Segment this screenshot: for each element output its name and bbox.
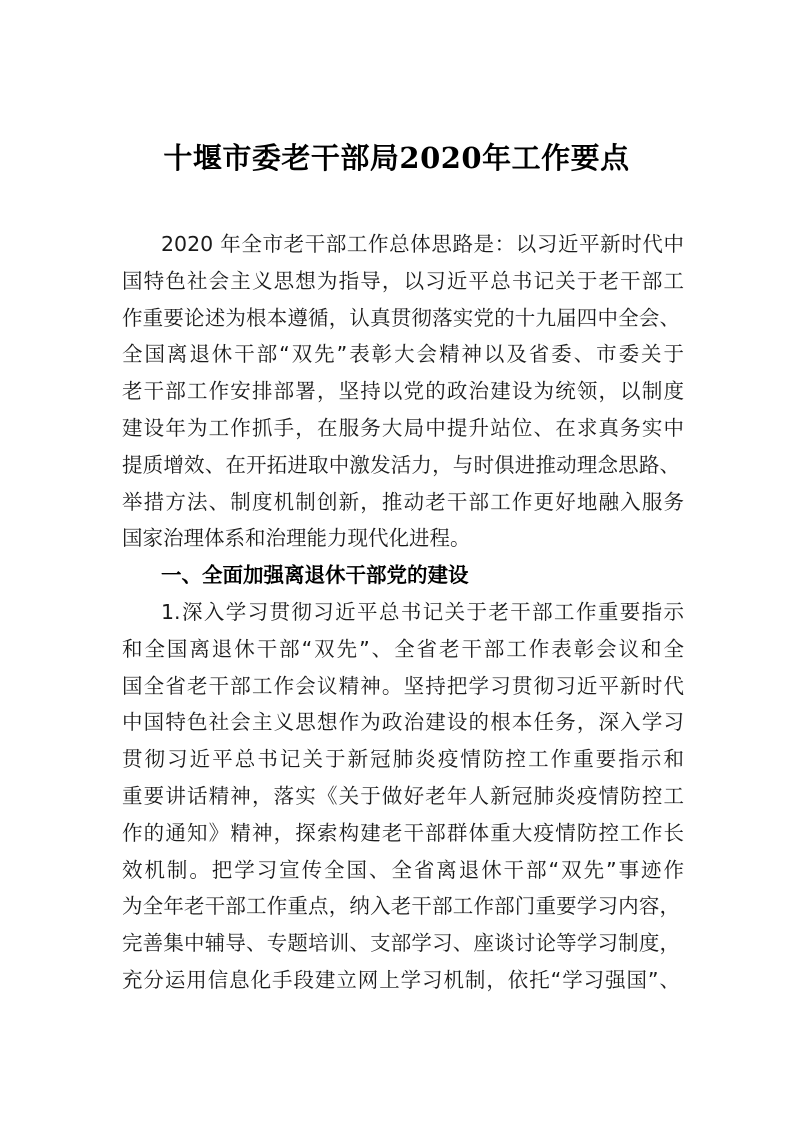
paragraph-line: 建设年为工作抓手，在服务大局中提升站位、在求真务实中 — [122, 415, 684, 440]
paragraph-line: 效机制。把学习宣传全国、全省离退休干部“双先”事迹作 — [122, 857, 684, 882]
paragraph-line: 举措方法、制度机制创新，推动老干部工作更好地融入服务 — [122, 489, 684, 514]
paragraph-line: 国家治理体系和治理能力现代化进程。 — [122, 526, 471, 551]
paragraph-line: 作的通知》精神，探索构建老干部群体重大疫情防控工作长 — [122, 820, 684, 845]
paragraph-line: 完善集中辅导、专题培训、支部学习、座谈讨论等学习制度， — [122, 931, 680, 956]
paragraph-line: 贯彻习近平总书记关于新冠肺炎疫情防控工作重要指示和 — [122, 747, 684, 772]
paragraph-line: 2020 年全市老干部工作总体思路是：以习近平新时代中 — [161, 232, 684, 256]
document-body — [122, 226, 684, 999]
paragraph-line: 充分运用信息化手段建立网上学习机制，依托“学习强国”、 — [122, 967, 680, 992]
paragraph-line: 重要讲话精神，落实《关于做好老年人新冠肺炎疫情防控工 — [122, 783, 684, 808]
paragraph-line: 1.深入学习贯彻习近平总书记关于老干部工作重要指示 — [161, 599, 684, 624]
intro-paragraph — [122, 226, 684, 557]
paragraph-line: 国全省老干部工作会议精神。坚持把学习贯彻习近平新时代 — [122, 673, 684, 698]
paragraph-line: 作重要论述为根本遵循，认真贯彻落实党的十九届四中全会、 — [122, 305, 680, 330]
paragraph-line: 全国离退休干部“双先”表彰大会精神以及省委、市委关于 — [122, 342, 684, 367]
document-title: 十堰市委老干部局2020年工作要点 — [163, 141, 630, 175]
paragraph-line: 国特色社会主义思想为指导，以习近平总书记关于老干部工 — [122, 268, 684, 293]
paragraph-line: 和全国离退休干部“双先”、全省老干部工作表彰会议和全 — [122, 636, 684, 661]
paragraph-line: 提质增效、在开拓进取中激发活力，与时俱进推动理念思路、 — [122, 452, 680, 477]
section-1-item-1-paragraph — [122, 594, 684, 999]
paragraph-line: 老干部工作安排部署，坚持以党的政治建设为统领，以制度 — [122, 379, 684, 404]
paragraph-line: 中国特色社会主义思想作为政治建设的根本任务，深入学习 — [122, 710, 684, 735]
paragraph-line: 为全年老干部工作重点，纳入老干部工作部门重要学习内容， — [122, 894, 680, 919]
section-heading: 一、全面加强离退休干部党的建设 — [161, 563, 469, 588]
